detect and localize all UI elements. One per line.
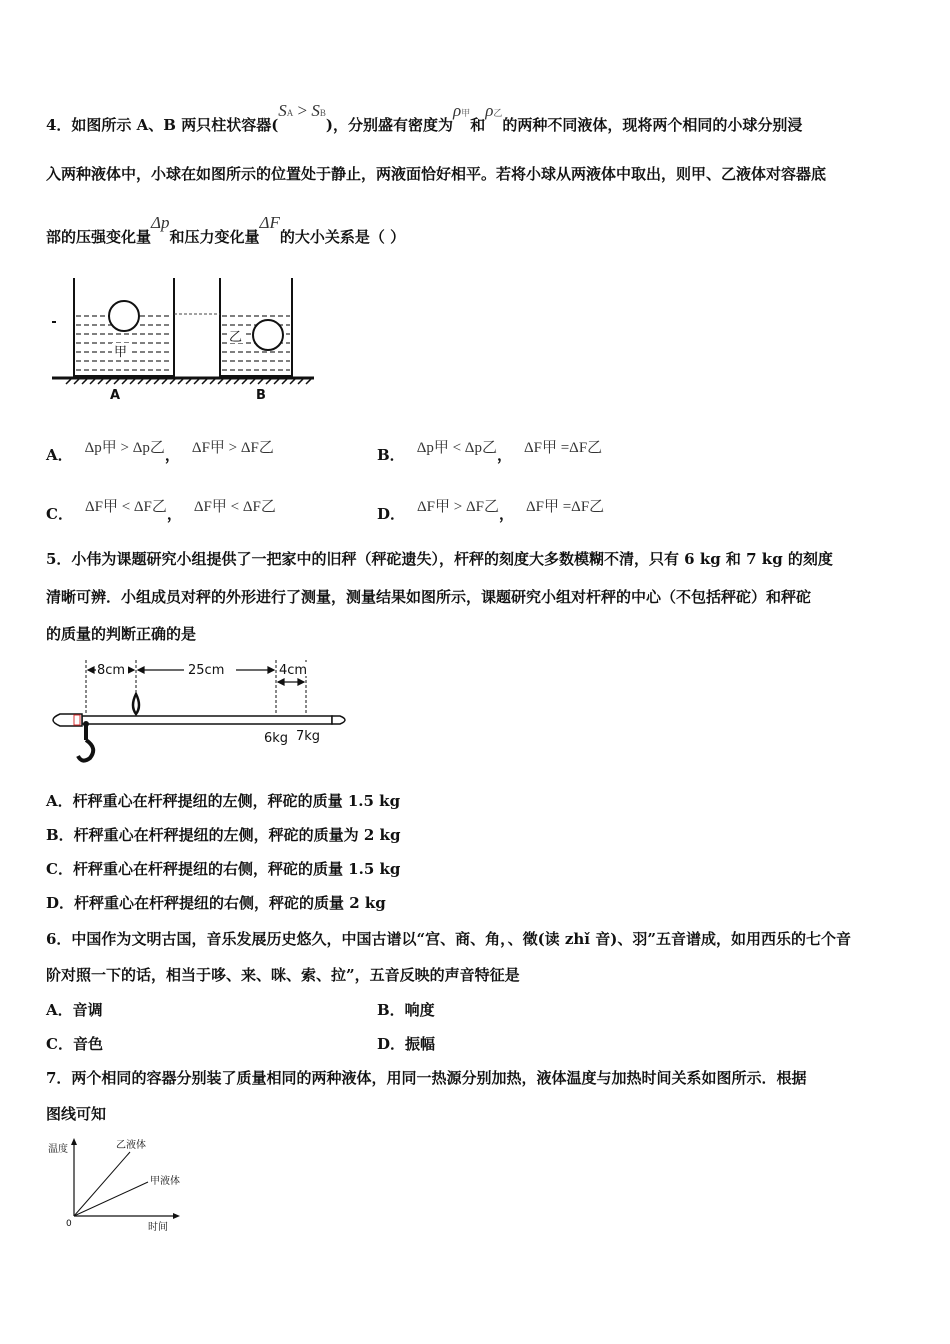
dimension-4cm bbox=[278, 679, 304, 685]
q5-line-2: 清晰可辨．小组成员对秤的外形进行了测量，测量结果如图所示，课题研究小组对杆秤的中心（不包括秤砣）和秤砣 bbox=[46, 588, 812, 606]
q4-option-a[interactable]: A． Δp甲 > Δp乙， ΔF甲 > ΔF乙 bbox=[46, 440, 274, 464]
curve-yi-label: 乙液体 bbox=[116, 1140, 146, 1151]
q4-line-3: 部的压强变化量Δp和压力变化量ΔF的大小关系是（ ） bbox=[46, 213, 406, 246]
q6-option-c[interactable]: C．音色 bbox=[46, 1035, 103, 1053]
q4-containers-figure bbox=[44, 272, 324, 404]
q7-line-2: 图线可知 bbox=[46, 1105, 107, 1123]
curve-yi bbox=[74, 1152, 130, 1216]
label-yi: 乙 bbox=[229, 330, 243, 345]
mark-6kg: 6kg bbox=[264, 731, 289, 746]
q5-steelyard-figure bbox=[44, 652, 354, 768]
label-b: B bbox=[256, 388, 266, 403]
hook bbox=[78, 724, 93, 761]
q4-option-b[interactable]: B． Δp甲 < Δp乙， ΔF甲 =ΔF乙 bbox=[377, 440, 603, 464]
q6-option-a[interactable]: A．音调 bbox=[46, 1001, 103, 1019]
q5-option-a[interactable]: A．杆秤重心在杆秤提纽的左侧，秤砣的质量 1.5 kg bbox=[46, 792, 401, 810]
q4-line-1: 4．如图所示 A、B 两只柱状容器(SA > SB)，分别盛有密度为ρ甲和ρ乙的两种不同液体，现将两个相同的小球分别浸 bbox=[46, 101, 803, 134]
label-4cm: 4cm bbox=[279, 663, 308, 678]
q4-option-d[interactable]: D． ΔF甲 > ΔF乙， ΔF甲 =ΔF乙 bbox=[377, 499, 605, 523]
q7-line-1: 7．两个相同的容器分别装了质量相同的两种液体，用同一热源分别加热，液体温度与加热时间关系如图所示．根据 bbox=[46, 1069, 807, 1087]
q6-option-d[interactable]: D．振幅 bbox=[377, 1035, 436, 1053]
x-axis-label: 时间 bbox=[148, 1222, 168, 1233]
q4-text-density: )，分别盛有密度为 bbox=[325, 116, 454, 134]
q4-delta-f: ΔF bbox=[259, 213, 280, 232]
y-axis-label: 温度 bbox=[48, 1144, 68, 1155]
q5-option-d[interactable]: D．杆秤重心在杆秤提纽的右侧，秤砣的质量 2 kg bbox=[46, 894, 386, 912]
curve-jia-label: 甲液体 bbox=[150, 1176, 180, 1187]
label-25cm: 25cm bbox=[188, 663, 225, 678]
ball-b bbox=[253, 320, 283, 350]
q4-text-prefix: 4．如图所示 A、B 两只柱状容器( bbox=[46, 116, 279, 134]
q6-line-2: 阶对照一下的话，相当于哆、来、咪、索、拉”，五音反映的声音特征是 bbox=[46, 966, 520, 984]
label-8cm: 8cm bbox=[97, 663, 126, 678]
label-jia: 甲 bbox=[114, 345, 128, 360]
q4-text-line1-end: 的两种不同液体，现将两个相同的小球分别浸 bbox=[502, 116, 803, 134]
mark-7kg: 7kg bbox=[296, 729, 321, 744]
q4-line-2: 入两种液体中，小球在如图所示的位置处于静止，两液面恰好相平。若将小球从两液体中取出，则甲、乙液体对容器底 bbox=[46, 165, 827, 183]
q5-line-1: 5．小伟为课题研究小组提供了一把家中的旧秤（秤砣遗失），杆秤的刻度大多数模糊不清，只有 6 kg 和 7 kg 的刻度 bbox=[46, 550, 833, 568]
curve-jia bbox=[74, 1182, 148, 1216]
q4-condition-area: SA > SB bbox=[278, 101, 326, 120]
q6-line-1: 6．中国作为文明古国，音乐发展历史悠久，中国古谱以“宫、商、角，、徵(读 zhǐ 音)、羽”五音谱成，如用西乐的七个音 bbox=[46, 930, 851, 948]
lifting-loop bbox=[133, 694, 139, 714]
steelyard-right-cap bbox=[332, 716, 345, 724]
q4-option-c[interactable]: C． ΔF甲 < ΔF乙， ΔF甲 < ΔF乙 bbox=[46, 499, 276, 523]
q5-option-b[interactable]: B．杆秤重心在杆秤提纽的左侧，秤砣的质量为 2 kg bbox=[46, 826, 401, 844]
q6-option-b[interactable]: B．响度 bbox=[377, 1001, 435, 1019]
q5-line-3: 的质量的判断正确的是 bbox=[46, 625, 197, 643]
q4-rho-jia: ρ甲 bbox=[453, 101, 471, 120]
ball-a bbox=[109, 301, 139, 331]
origin-label: 0 bbox=[66, 1219, 72, 1229]
q4-rho-yi: ρ乙 bbox=[485, 101, 503, 120]
q7-temperature-graph bbox=[44, 1134, 194, 1234]
q4-delta-p: Δp bbox=[151, 213, 170, 232]
label-a: A bbox=[110, 388, 121, 403]
q5-option-c[interactable]: C．杆秤重心在杆秤提纽的右侧，秤砣的质量 1.5 kg bbox=[46, 860, 401, 878]
steelyard-rod bbox=[82, 716, 332, 724]
